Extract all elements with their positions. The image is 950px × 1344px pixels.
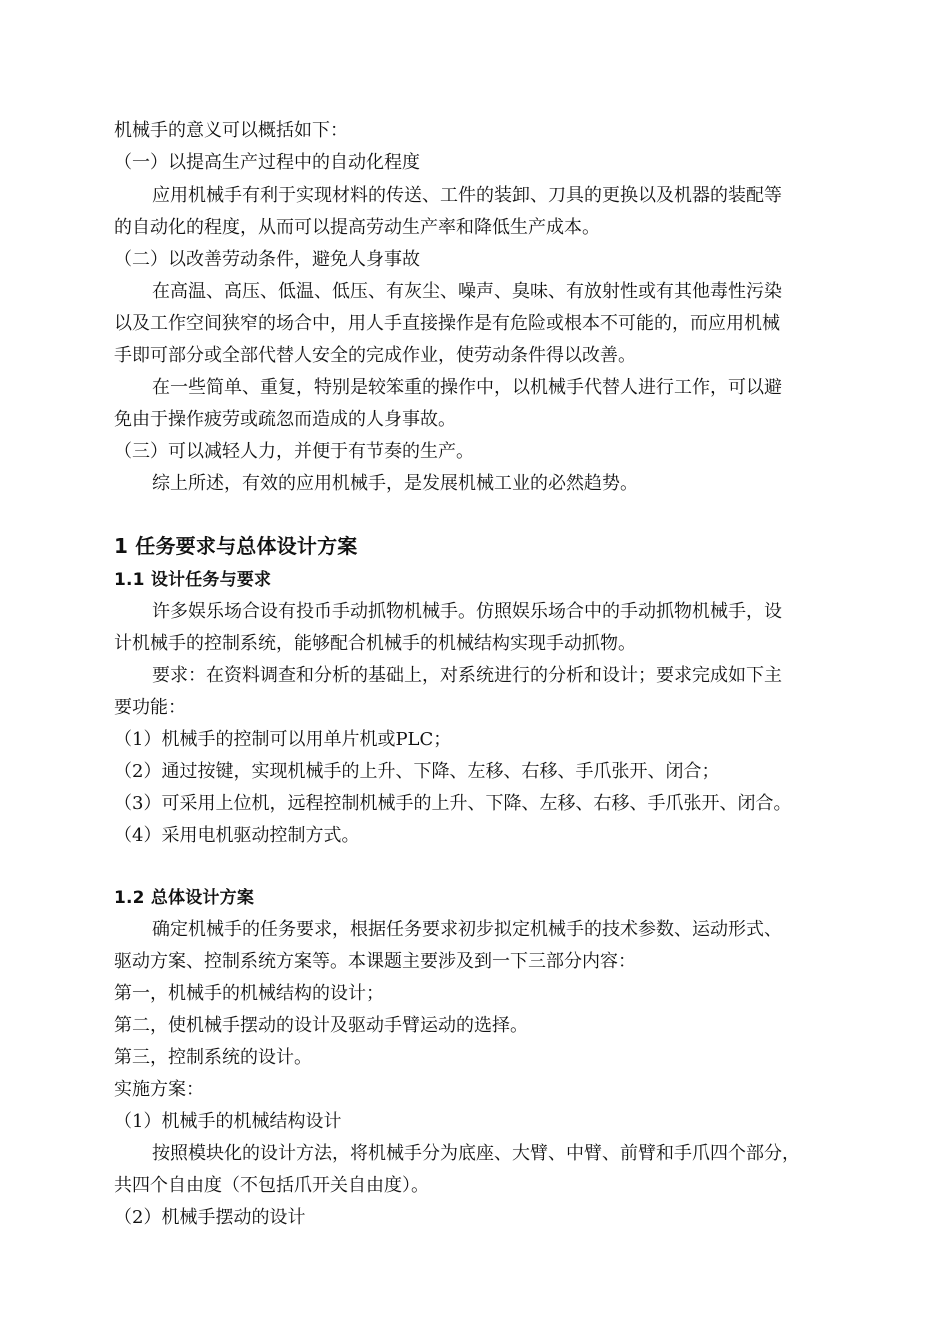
paragraph-line: 的自动化的程度，从而可以提高劳动生产率和降低生产成本。 (114, 217, 600, 238)
paragraph-line: 第一，机械手的机械结构的设计； (114, 983, 384, 1004)
paragraph-line: 机械手的意义可以概括如下： (114, 120, 348, 141)
paragraph-line: 以及工作空间狭窄的场合中，用人手直接操作是有危险或根本不可能的，而应用机械 (114, 313, 780, 334)
subsection-heading: 1.2 总体设计方案 (114, 888, 255, 908)
paragraph-line: 按照模块化的设计方法，将机械手分为底座、大臂、中臂、前臂和手爪四个部分， (152, 1143, 800, 1164)
list-item: （1）机械手的机械结构设计 (114, 1111, 342, 1132)
subsection-heading: 1.1 设计任务与要求 (114, 570, 272, 590)
paragraph-line: 要功能： (114, 697, 186, 718)
paragraph-line: （一）以提高生产过程中的自动化程度 (114, 152, 420, 173)
paragraph-line: （二）以改善劳动条件，避免人身事故 (114, 249, 420, 270)
paragraph-line: 免由于操作疲劳或疏忽而造成的人身事故。 (114, 409, 456, 430)
paragraph-line: 综上所述，有效的应用机械手，是发展机械工业的必然趋势。 (152, 473, 638, 494)
paragraph-line: 计机械手的控制系统，能够配合机械手的机械结构实现手动抓物。 (114, 633, 636, 654)
list-item: （1）机械手的控制可以用单片机或PLC； (114, 729, 452, 750)
paragraph-line: （三）可以减轻人力，并便于有节奏的生产。 (114, 441, 474, 462)
paragraph-line: 要求：在资料调查和分析的基础上，对系统进行的分析和设计；要求完成如下主 (152, 665, 782, 686)
paragraph-line: 在一些简单、重复，特别是较笨重的操作中，以机械手代替人进行工作，可以避 (152, 377, 782, 398)
paragraph-line: 手即可部分或全部代替人安全的完成作业，使劳动条件得以改善。 (114, 345, 636, 366)
list-item: （2）机械手摆动的设计 (114, 1207, 306, 1228)
paragraph-line: 许多娱乐场合设有投币手动抓物机械手。仿照娱乐场合中的手动抓物机械手，设 (152, 601, 782, 622)
paragraph-line: 共四个自由度（不包括爪开关自由度）。 (114, 1175, 429, 1196)
paragraph-line: 第二，使机械手摆动的设计及驱动手臂运动的选择。 (114, 1015, 528, 1036)
list-item: （3）可采用上位机，远程控制机械手的上升、下降、左移、右移、手爪张开、闭合。 (114, 793, 792, 814)
list-item: （2）通过按键，实现机械手的上升、下降、左移、右移、手爪张开、闭合； (114, 761, 720, 782)
paragraph-line: 在高温、高压、低温、低压、有灰尘、噪声、臭味、有放射性或有其他毒性污染 (152, 281, 782, 302)
section-heading: 1 任务要求与总体设计方案 (114, 534, 358, 558)
list-item: （4）采用电机驱动控制方式。 (114, 825, 360, 846)
paragraph-line: 第三，控制系统的设计。 (114, 1047, 312, 1068)
paragraph-line: 驱动方案、控制系统方案等。本课题主要涉及到一下三部分内容： (114, 951, 636, 972)
paragraph-line: 确定机械手的任务要求，根据任务要求初步拟定机械手的技术参数、运动形式、 (152, 919, 782, 940)
paragraph-line: 实施方案： (114, 1079, 204, 1100)
paragraph-line: 应用机械手有利于实现材料的传送、工件的装卸、刀具的更换以及机器的装配等 (152, 185, 782, 206)
